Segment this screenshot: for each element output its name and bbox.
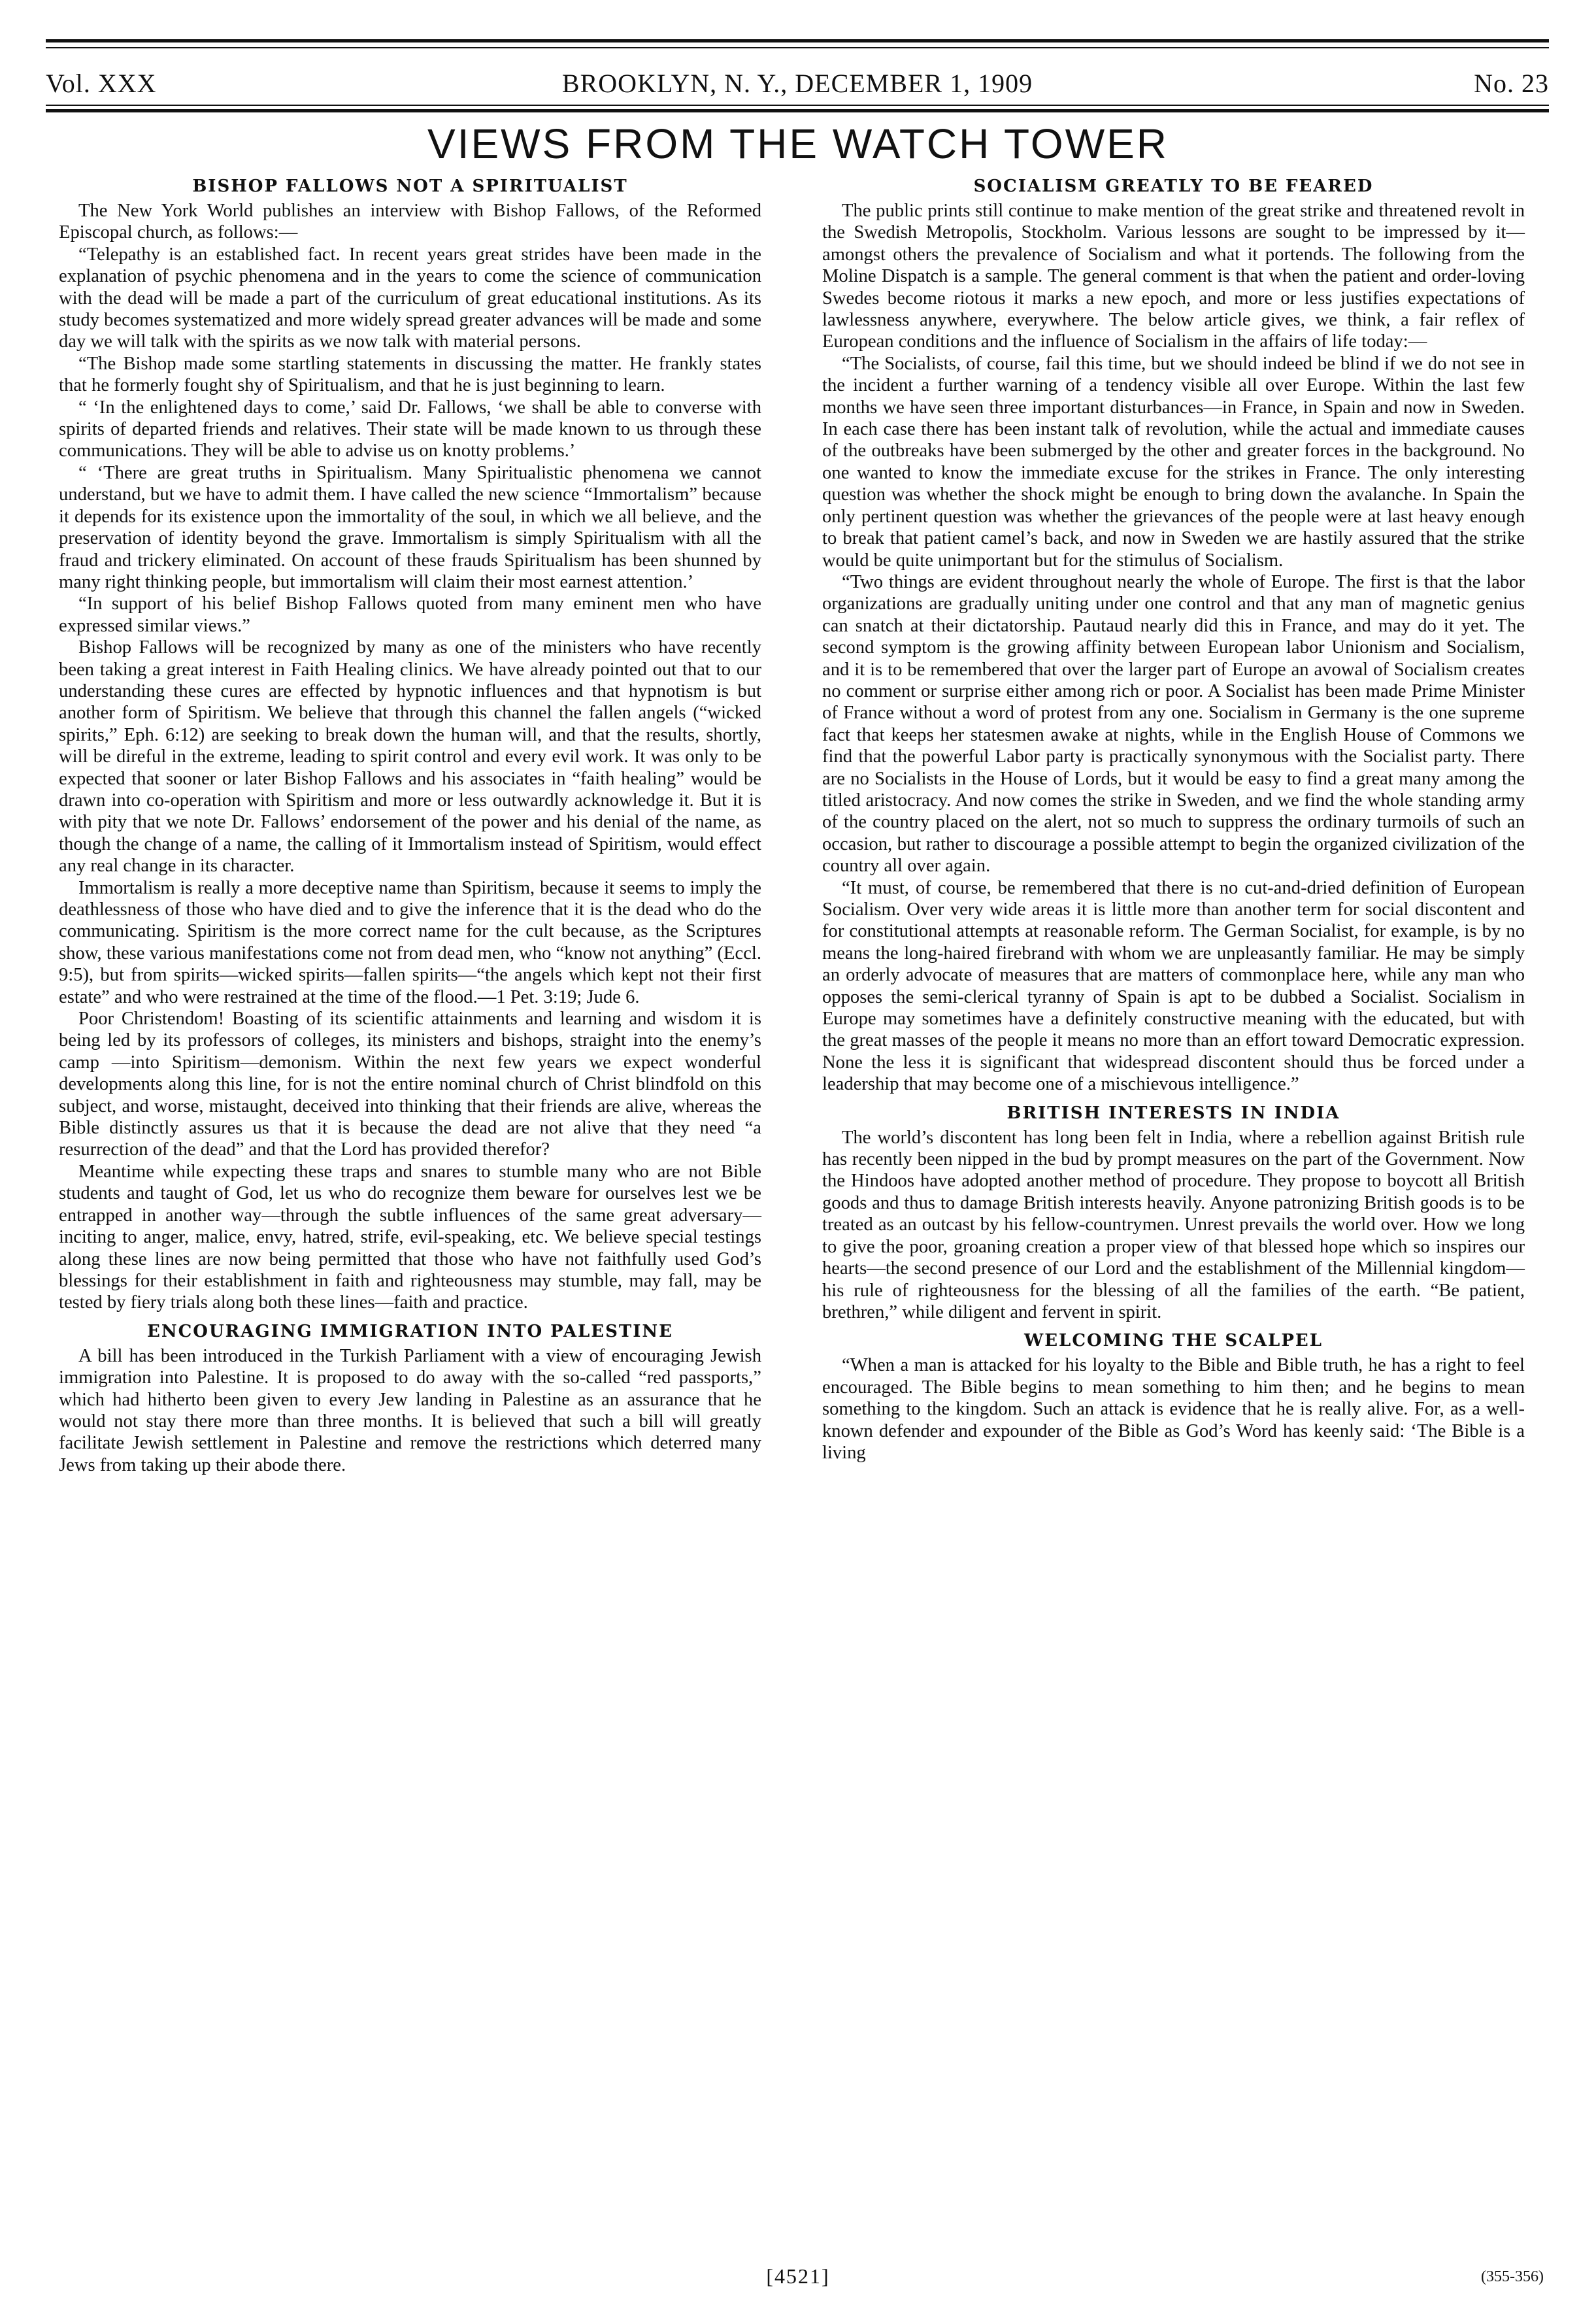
dateline: BROOKLYN, N. Y., DECEMBER 1, 1909 xyxy=(561,69,1033,98)
article-paragraph: “When a man is attacked for his loyalty to the Bible and Bible truth, he has a right to feel encouraged. The Bible begins to mean something to him then; and he begins to mean something to the kingdom. Such an attack is evidence that he is really alive. For, as a well-known defender and expounder of the Bible as God’s Word has keenly said: ‘The Bible is a living xyxy=(822,1355,1525,1463)
article-paragraph: The public prints still continue to make mention of the great strike and threatened revolt in the Swedish Metropolis, Stockholm. Various lessons are sought to be impressed by it—amongst others the prevalence of Socialism and what it portends. The following from the Moline Dispatch is a sample. The general comment is that when the patient and order-loving Swedes become riotous it marks a new epoch, and more or less justifies expectations of lawlessness anywhere, everywhere. The below article gives, we think, a fair reflex of European conditions and the influence of Socialism in the affairs of life today:— xyxy=(822,201,1525,352)
left-column xyxy=(59,175,761,2202)
volume-label: Vol. XXX xyxy=(46,69,157,98)
article-paragraph: Bishop Fallows will be recognized by many as one of the ministers who have recently been taking a great interest in Faith Healing clinics. We have already pointed out that to our understanding these cures are effected by hypnotic influences and that hypnotism is but another form of Spiritism. We believe that through this channel the fallen angels (“wicked spirits,” Eph. 6:12) are seeking to break down the human will, and that the results, shortly, will be direful in the extreme, leading to spirit control and every evil work. It was only to be expected that sooner or later Bishop Fallows and his associates in “faith healing” would be drawn into co-operation with Spiritism and more or less outwardly acknowledge it. But it is with pity that we note Dr. Fallows’ endorsement of the power and his denial of the name, as though the change of a name, the calling of it Immortalism instead of Spiritism, would effect any real change in its character. xyxy=(59,637,761,877)
footer xyxy=(0,2264,1596,2297)
article-paragraph: Immortalism is really a more deceptive name than Spiritism, because it seems to imply the deathlessness of those who have died and to give the inference that it is the dead who do the communicating. Spiritism is the more correct name for the cult because, as the Scriptures show, these various manifestations come not from dead men, who “know not anything” (Eccl. 9:5), but from spirits—wicked spirits—fallen spirits—“the angels which kept not their first estate” and who were restrained at the time of the flood.—1 Pet. 3:19; Jude 6. xyxy=(59,877,761,1007)
page-title: VIEWS FROM THE WATCH TOWER xyxy=(427,120,1169,167)
article-paragraph: Meantime while expecting these traps and snares to stumble many who are not Bible students and taught of God, let us who do recognize them beware for ourselves lest we be entrapped in another way—through the subtle influences of the same great adversary—inciting to anger, malice, envy, hatred, strife, evil-speaking, etc. We believe special testings along these lines are now being permitted that those who have not faithfully used God’s blessings for their establishment in faith and righteousness may stumble, may fall, may be tested by fiery trials along both these lines—faith and practice. xyxy=(59,1161,761,1313)
article-paragraph: Poor Christendom! Boasting of its scientific attainments and learning and wisdom it is being led by its professors of colleges, its ministers and bishops, straight into the enemy’s camp —into Spiritism—demonism. Within the next few years we expect wonderful developments along this line, for is not the entire nominal church of Christ blindfold on this subject, and worse, mistaught, deceived into thinking that their friends are alive, whereas the Bible distinctly assures us that it is because the dead are not alive that they need “a resurrection of the dead” and that the Lord has provided therefor? xyxy=(59,1009,761,1160)
article-paragraph: “ ‘There are great truths in Spiritualism. Many Spiritualistic phenomena we cannot understand, but we have to admit them. I have called the new science “Immortalism” because it depends for its existence upon the immortality of the soul, in which we all believe, and the preservation of identity beyond the grave. Immortalism is simply Spiritualism with all the fraud and trickery eliminated. On account of these frauds Spiritualism has been shunned by many right thinking people, but immortalism will claim their most earnest attention.’ xyxy=(59,462,761,592)
article-paragraph: The world’s discontent has long been felt in India, where a rebellion against British rule has recently been nipped in the bud by prompt measures on the part of the Government. Now the Hindoos have adopted another method of procedure. They propose to boycott all British goods and thus to damage British interests heavily. Anyone patronizing British goods is to be treated as an outcast by his fellow-countrymen. Unrest prevails the world over. How we long to give the poor, groaning creation a proper view of that blessed hope which so inspires our hearts—the second presence of our Lord and the establishment of the Millennial kingdom—his rule of righteousness for the blessing of all the families of the earth. “Be patient, brethren,” while diligent and fervent in spirit. xyxy=(822,1127,1525,1322)
article-paragraph: A bill has been introduced in the Turkish Parliament with a view of encouraging Jewish immigration into Palestine. It is proposed to do away with the so-called “red passports,” which had hitherto been given to every Jew landing in Palestine as an assurance that he would not stay there more than three months. It is believed that such a bill will greatly facilitate Jewish settlement in Palestine and remove the restrictions which deterred many Jews from taking up their abode there. xyxy=(59,1345,761,1475)
section-heading: WELCOMING THE SCALPEL xyxy=(1024,1331,1323,1351)
masthead xyxy=(46,60,1549,99)
article-paragraph: “The Bishop made some startling statements in discussing the matter. He frankly states that he formerly fought shy of Spiritualism, and that he is just beginning to learn. xyxy=(59,353,761,396)
masthead-rule-thin xyxy=(46,105,1549,106)
section-heading: BISHOP FALLOWS NOT A SPIRITUALIST xyxy=(192,176,628,196)
right-column xyxy=(822,175,1525,2202)
top-rule-thick xyxy=(46,39,1549,42)
issue-number: No. 23 xyxy=(1474,69,1549,98)
top-rule-thin xyxy=(46,47,1549,48)
page-number: [4521] xyxy=(766,2264,830,2288)
article-paragraph: The New York World publishes an interview with Bishop Fallows, of the Reformed Episcopal church, as follows:— xyxy=(59,201,761,243)
article-paragraph: “ ‘In the enlightened days to come,’ said Dr. Fallows, ‘we shall be able to converse with spirits of departed friends and relatives. Their state will be made known to us through these communications. They will be able to advise us on knotty problems.’ xyxy=(59,397,761,461)
page-reference: (355-356) xyxy=(1481,2268,1544,2285)
masthead-rule-thick xyxy=(46,109,1549,112)
article-paragraph: “Telepathy is an established fact. In recent years great strides have been made in the explanation of psychic phenomena and in the years to come the science of communication with the dead will be made a part of the curriculum of great educational institutions. As its study becomes systematized and more widely spread greater advances will be made and some day we will talk with the spirits as we now talk with material persons. xyxy=(59,244,761,352)
article-paragraph: “It must, of course, be remembered that there is no cut-and-dried definition of European Socialism. Over very wide areas it is little more than another term for social discontent and for constitutional attempts at reasonable reform. The German Socialist, for example, is by no means the long-haired firebrand with whom we are unpleasantly familiar. He may be simply an orderly advocate of measures that are matters of commonplace here, while any man who opposes the semi-clerical tyranny of Spain is apt to be dubbed a Socialist. Socialism in Europe may sometimes have a definitely constructive meaning with the educated, but with the great masses of the people it means no more than an effort toward Democratic expression. None the less it is significant that widespread discontent should thus be forced under a leadership that may become one of a mischievous intelligence.” xyxy=(822,877,1525,1095)
article-paragraph: “The Socialists, of course, fail this time, but we should indeed be blind if we do not see in the incident a further warning of a tendency visible all over Europe. Within the last few months we have seen three important disturbances—in France, in Spain and now in Sweden. In each case there has been instant talk of revolution, while the actual and immediate causes of the outbreaks have been submerged by the other and greater forces in the background. No one wanted to know the immediate excuse for the strikes in France. The only interesting question was whether the shock might be enough to bring down the avalanche. In Spain the only pertinent question was whether the grievances of the people were at last heavy enough to break that patient camel’s back, and now in Sweden we are hastily assured that the strike would be quite unimportant but for the stimulus of Socialism. xyxy=(822,353,1525,571)
section-heading: BRITISH INTERESTS IN INDIA xyxy=(1006,1103,1340,1123)
section-heading: ENCOURAGING IMMIGRATION INTO PALESTINE xyxy=(147,1321,673,1341)
article-paragraph: “Two things are evident throughout nearly the whole of Europe. The first is that the labor organizations are gradually uniting under one control and that any man of magnetic genius can snatch at their dictatorship. Pautaud nearly did this in France, and may do it yet. The second symptom is the growing affinity between European labor Unionism and Socialism, and it is to be remembered that over the larger part of Europe an avowal of Socialism creates no comment or surprise either among rich or poor. A Socialist has been made Prime Minister of France without a word of protest from any one. Socialism in Germany is the one supreme fact that keeps her statesmen awake at nights, while in the English House of Commons we find that the powerful Labor party is practically synonymous with the Socialist party. There are no Socialists in the House of Lords, but it would be easy to find a great many among the titled aristocracy. And now comes the strike in Sweden, and we find the whole standing army of the country placed on the alert, not so much to suppress the ordinary turmoils of such an occasion, but rather to discourage a possible attempt to begin the organized civilization of the country all over again. xyxy=(822,571,1525,877)
section-heading: SOCIALISM GREATLY TO BE FEARED xyxy=(973,176,1374,196)
article-paragraph: “In support of his belief Bishop Fallows quoted from many eminent men who have expressed similar views.” xyxy=(59,594,761,636)
